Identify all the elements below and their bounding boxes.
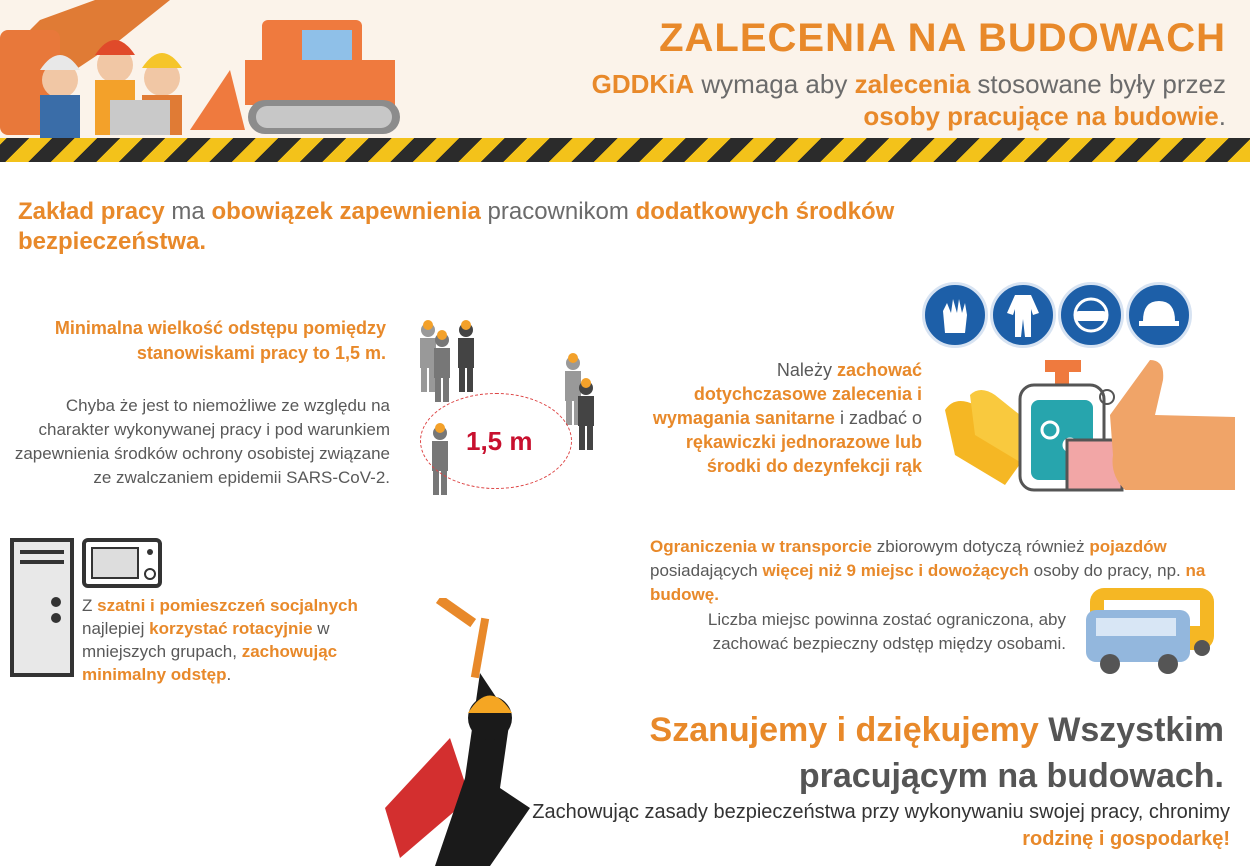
distance-label: 1,5 m xyxy=(466,426,533,456)
helmet-icon xyxy=(1126,282,1192,348)
thanks-heading: Szanujemy i dziękujemy Wszystkim pracującym na budowach. xyxy=(649,711,1224,795)
transport-text: Ograniczenia w transporcie zbiorowym dotyczą również pojazdów posiadających więcej niż 9 miejsc i dowożących osoby do pracy, np. na budowę. xyxy=(650,537,1206,604)
goggles-icon xyxy=(1058,282,1124,348)
distance-heading: Minimalna wielkość odstępu pomiędzy stanowiskami pracy to 1,5 m. xyxy=(54,318,386,363)
sanitary-text: Należy zachować dotychczasowe zalecenia i wymagania sanitarne i zadbać o rękawiczki jednorazowe lub środki do dezynfekcji rąk xyxy=(652,360,922,476)
distance-body: Chyba że jest to niemożliwe ze względu na charakter wykonywanej pracy i pod warunkiem zapewnienia środków ochrony osobistej związane ze zwalczaniem epidemii SARS-CoV-2. xyxy=(14,396,390,487)
closing-text: Zachowując zasady bezpieczeństwa przy wykonywaniu swojej pracy, chronimy rodzinę i gospodarkę! xyxy=(532,801,1230,850)
construction-workers-illustration xyxy=(0,0,420,140)
intro-text: Zakład pracy ma obowiązek zapewnienia pracownikom dodatkowych środków bezpieczeństwa. xyxy=(18,198,895,255)
hazard-stripe xyxy=(0,138,1250,162)
page-title: ZALECENIA NA BUDOWACH xyxy=(659,16,1226,60)
bus-van-illustration xyxy=(1082,584,1222,679)
sanitizer-gloves-thumbs-up-illustration xyxy=(935,355,1240,500)
transport-body: Liczba miejsc powinna zostać ograniczona, aby zachować bezpieczny odstęp między osobami. xyxy=(707,610,1066,653)
coverall-icon xyxy=(990,282,1056,348)
lockers-text: Z szatni i pomieszczeń socjalnych najlepiej korzystać rotacyjnie w mniejszych grupach, zachowując minimalny odstęp. xyxy=(82,596,358,684)
header-banner xyxy=(0,0,1250,150)
page-subtitle: GDDKiA wymaga aby zalecenia stosowane były przez osoby pracujące na budowie. xyxy=(591,69,1226,131)
gloves-icon xyxy=(922,282,988,348)
